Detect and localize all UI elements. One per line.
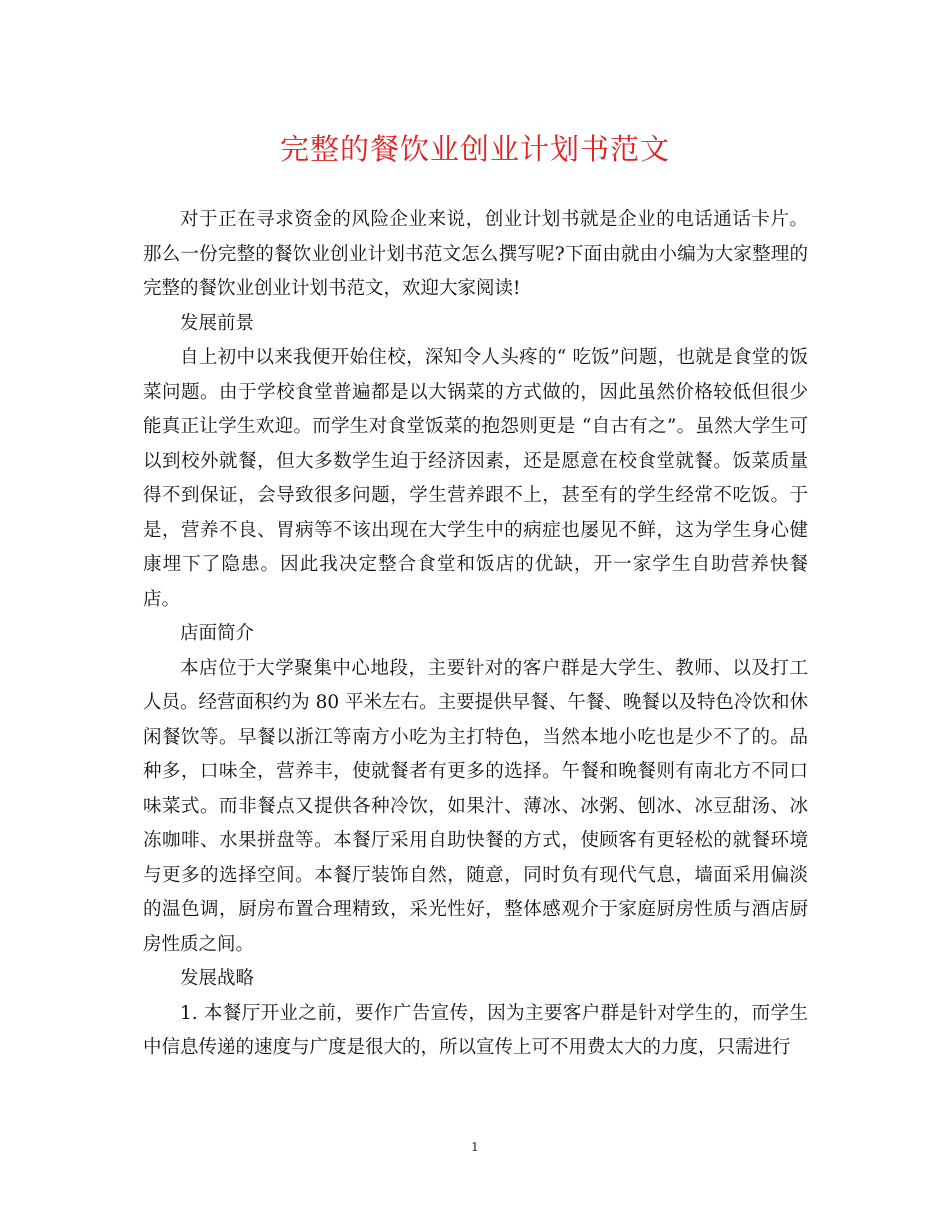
section-heading-prospects: 发展前景 [180,312,255,334]
document-body [143,203,808,1066]
document-title: 完整的餐饮业创业计划书范文 [279,132,670,166]
page-number: 1 [471,1140,479,1154]
section-heading-strategy: 发展战略 [180,968,255,989]
intro-paragraph: 对于正在寻求资金的风险企业来说，创业计划书就是企业的电话通话卡片。那么一份完整的餐饮业创业计划书范文怎么撰写呢?下面由就由小编为大家整理的完整的餐饮业创业计划书范文，欢迎大家阅读! [143,209,808,299]
section-paragraph-strategy: 1. 本餐厅开业之前，要作广告宣传，因为主要客户群是针对学生的，而学生中信息传递的速度与广度是很大的，所以宣传上可不用费太大的力度，只需进行 [143,1002,808,1058]
section-paragraph-prospects: 自上初中以来我便开始住校，深知令人头疼的“ 吃饭”问题，也就是食堂的饭菜问题。由于学校食堂普遍都是以大锅菜的方式做的，因此虽然价格较低但很少能真正让学生欢迎。而学生对食堂饭菜的抱怨则更是 “自古有之”。虽然大学生可以到校外就餐，但大多数学生迫于经济因素，还是愿意在校食堂就餐。饭菜质量得不到保证，会导致很多问题，学生营养跟不上，甚至有的学生经常不吃饭。于是，营养不良、胃病等不该出现在大学生中的病症也屡见不鲜，这为学生身心健康埋下了隐患。因此我决定整合食堂和饭店的优缺，开一家学生自助营养快餐店。 [143,347,808,610]
section-heading-store-intro: 店面简介 [180,623,255,644]
section-paragraph-store-intro: 本店位于大学聚集中心地段，主要针对的客户群是大学生、教师、以及打工人员。经营面积约为 80 平米左右。主要提供早餐、午餐、晚餐以及特色冷饮和休闲餐饮等。早餐以浙江等南方小吃为主打特色，当然本地小吃也是少不了的。品种多，口味全，营养丰，使就餐者有更多的选择。午餐和晚餐则有南北方不同口味菜式。而非餐点又提供各种冷饮，如果汁、薄冰、冰粥、刨冰、冰豆甜汤、冰冻咖啡、水果拼盘等。本餐厅采用自助快餐的方式，使顾客有更轻松的就餐环境与更多的选择空间。本餐厅装饰自然，随意，同时负有现代气息，墙面采用偏淡的温色调，厨房布置合理精致，采光性好，整体感观介于家庭厨房性质与酒店厨房性质之间。 [143,657,808,955]
